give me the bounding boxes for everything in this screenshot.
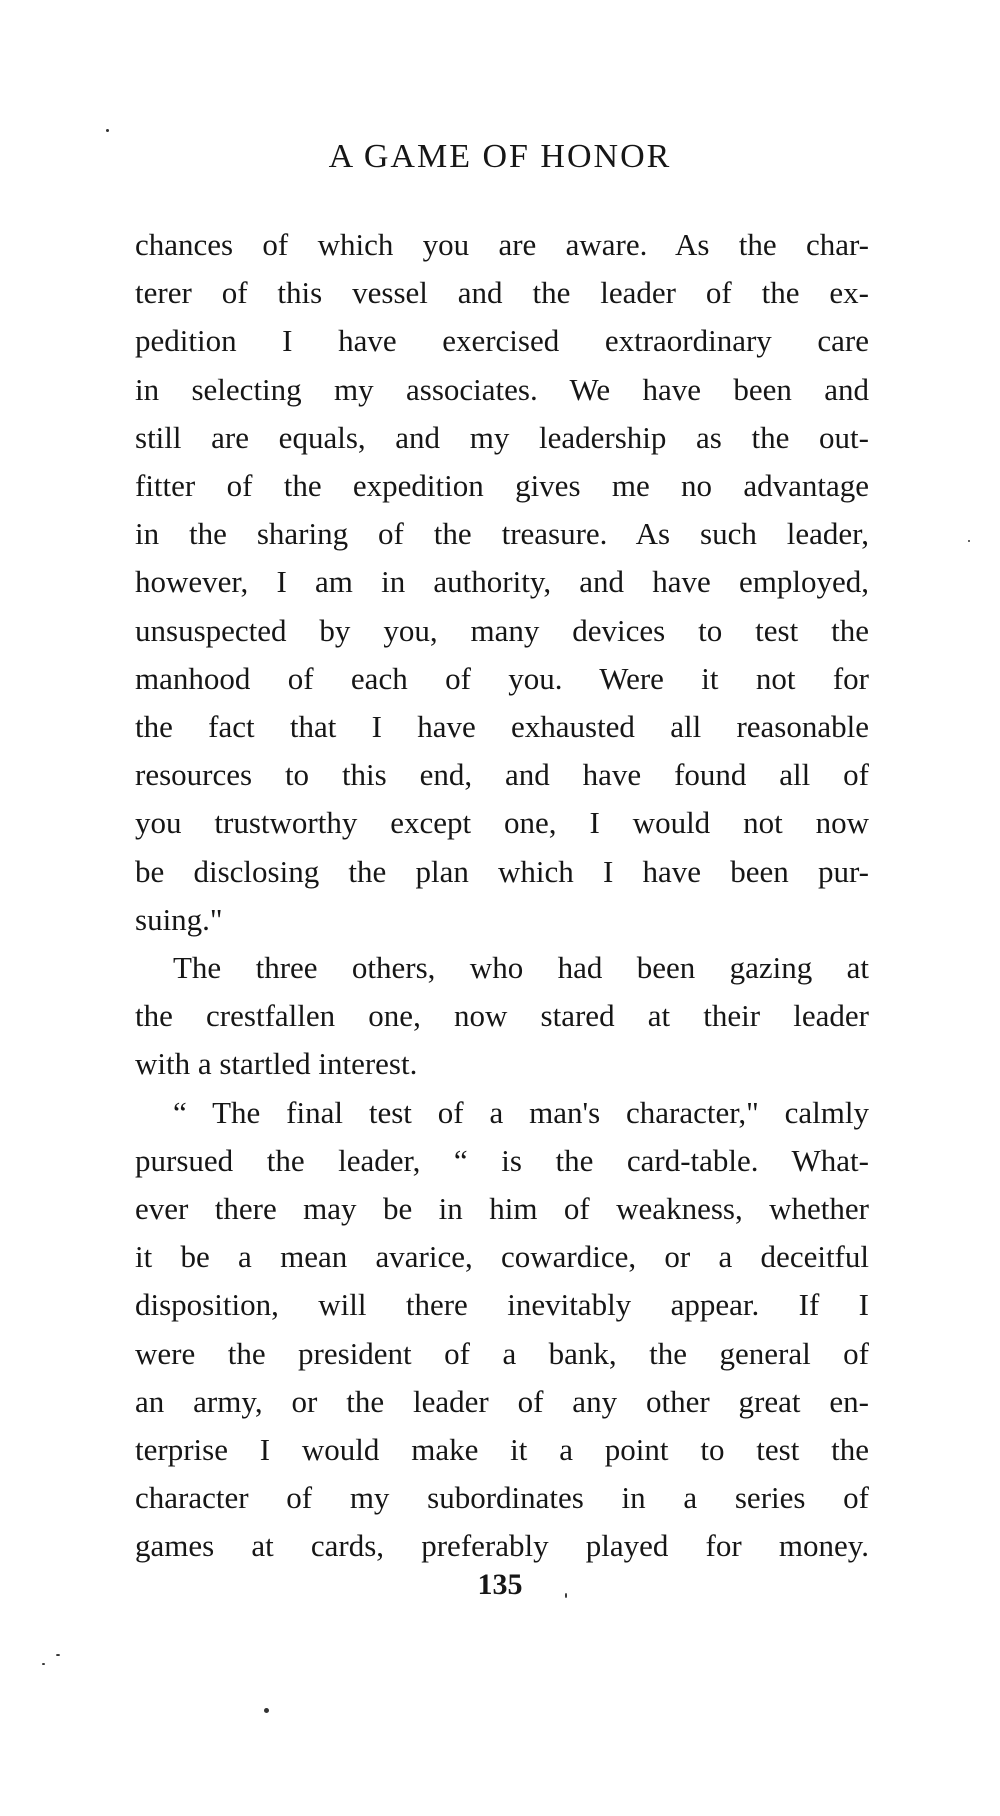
text-line: chances of which you are aware. As the char-: [135, 227, 869, 262]
text-line: pedition I have exercised extraordinary care: [135, 323, 869, 359]
paragraph-first-line: The three others, who had been gazing at: [173, 950, 869, 986]
text-line: an army, or the leader of any other great en-: [135, 1383, 869, 1419]
scan-speck: [565, 1593, 567, 1598]
running-head: A GAME OF HONOR: [328, 138, 672, 175]
text-line: disposition, will there inevitably appear. If I: [135, 1287, 869, 1323]
text-line: games at cards, preferably played for money.: [135, 1528, 869, 1564]
body-text: [135, 221, 869, 1571]
text-line: the fact that I have exhausted all reasonable: [135, 709, 869, 745]
scan-speck: [264, 1708, 269, 1713]
text-line: fitter of the expedition gives me no advantage: [135, 468, 869, 504]
text-line: in selecting my associates. We have been and: [135, 371, 869, 407]
text-line: you trustworthy except one, I would not now: [135, 805, 869, 841]
text-line: however, I am in authority, and have employed,: [135, 564, 869, 600]
text-line: it be a mean avarice, cowardice, or a deceitful: [135, 1239, 869, 1275]
paragraph-first-line: “ The final test of a man's character," calmly: [173, 1094, 869, 1130]
scan-speck: [106, 129, 109, 132]
scan-speck: [56, 1654, 60, 1656]
text-line: ever there may be in him of weakness, whether: [135, 1191, 869, 1227]
text-line: pursued the leader, “ is the card-table. What-: [135, 1142, 869, 1178]
text-line: were the president of a bank, the general of: [135, 1335, 869, 1371]
text-line: manhood of each of you. Were it not for: [135, 660, 869, 696]
text-line: terprise I would make it a point to test the: [135, 1432, 869, 1468]
text-line: in the sharing of the treasure. As such leader,: [135, 516, 869, 552]
scan-speck: [42, 1663, 45, 1665]
text-line: be disclosing the plan which I have been pur-: [135, 853, 869, 889]
text-line: terer of this vessel and the leader of the ex-: [135, 275, 869, 311]
text-line: resources to this end, and have found all of: [135, 757, 869, 793]
text-line: unsuspected by you, many devices to test the: [135, 612, 869, 648]
scan-speck: [968, 540, 970, 542]
page-number: 135: [477, 1568, 523, 1601]
text-line: the crestfallen one, now stared at their leader: [135, 998, 869, 1034]
text-line: character of my subordinates in a series of: [135, 1480, 869, 1516]
text-line: still are equals, and my leadership as the out-: [135, 419, 869, 455]
text-line: with a startled interest.: [135, 1046, 418, 1082]
text-line: suing.": [135, 901, 223, 937]
